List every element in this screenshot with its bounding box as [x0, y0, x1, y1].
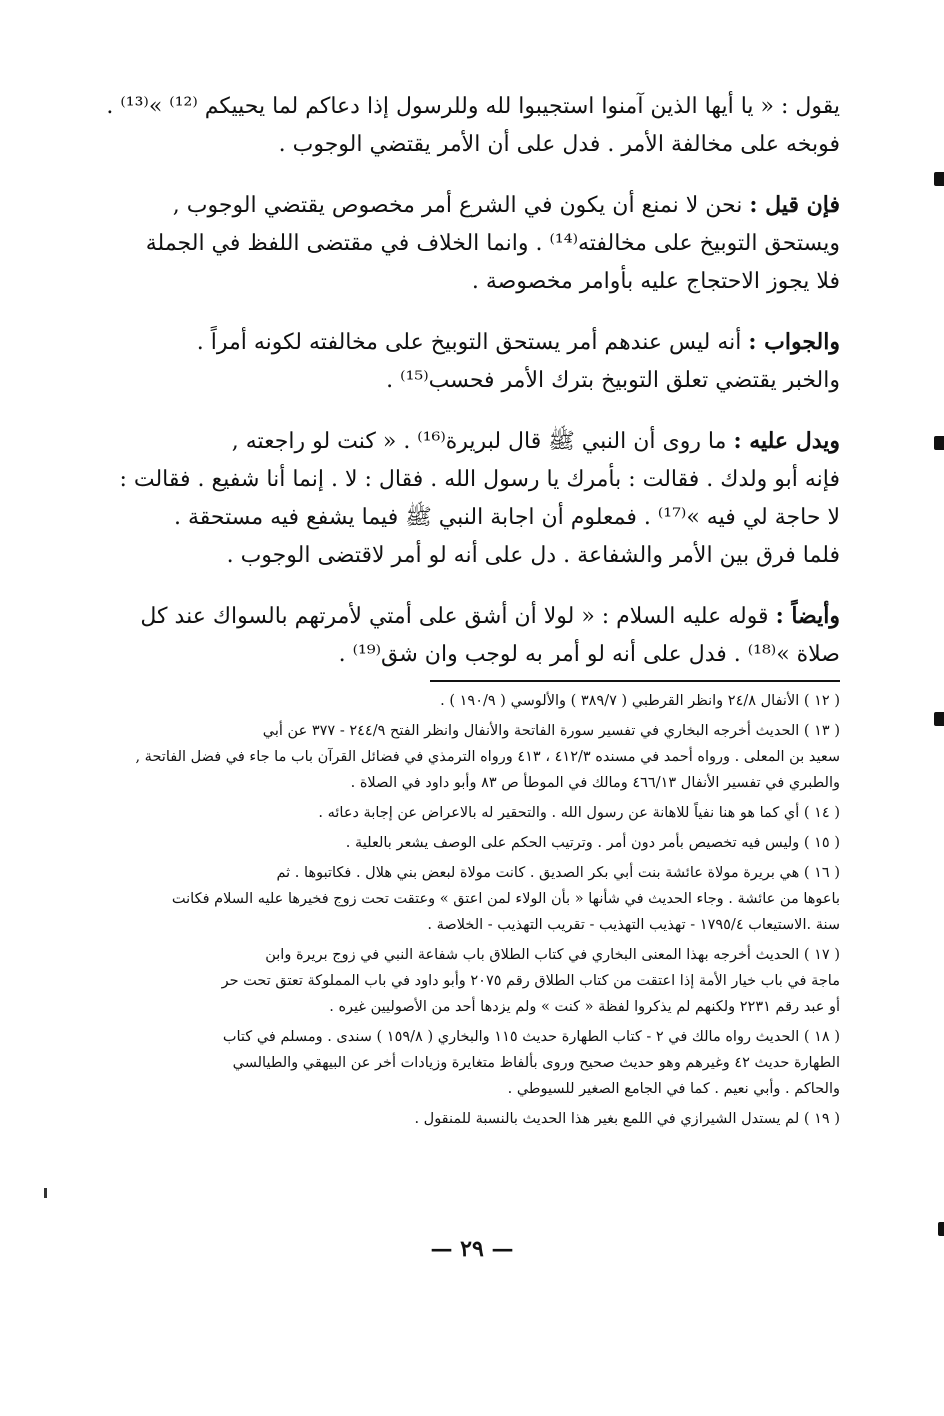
scan-edge-mark	[938, 1222, 944, 1236]
footnotes	[120, 688, 840, 1132]
scan-speck	[44, 1188, 47, 1198]
scan-edge-mark	[934, 436, 944, 450]
text-line	[120, 323, 840, 362]
footnote-12	[120, 688, 840, 714]
text-line	[120, 597, 840, 636]
page-number: — ٢٩ —	[430, 1236, 514, 1262]
paragraph-objection	[120, 186, 840, 301]
footnote-line: ماجة في باب خيار الأمة إذا اعتقت من كتاب الطلاق رقم ٢٠٧٥ وأبو داود في باب المملوكة تعتق تحت حر	[221, 973, 840, 989]
footnote-line: أو عبد رقم ٢٢٣١ ولكنهم لم يذكروا لفظة « كنت » ولم يزدها أحد من الأصوليين غيره .	[329, 999, 840, 1015]
text-line: فلا يجوز الاحتجاج عليه بأوامر مخصوصة .	[471, 269, 840, 294]
footnote-line: ( ١٥ ) وليس فيه تخصيص بأمر دون أمر . وترتيب الحكم على الوصف يشعر بالعلية .	[345, 835, 840, 851]
footnote-line: باعوها من عائشة . وجاء الحديث في شأنها « بأن الولاء لمن اعتق » وعتقت تحت زوج فخيرها عليه السلام فكانت	[171, 891, 840, 907]
footnote-15	[120, 830, 840, 856]
text-line-content: ما روى أن النبي ﷺ قال لبريرة⁽¹⁶⁾ . « كنت لو راجعته ,	[231, 429, 727, 454]
footnote-line: الطهارة حديث ٤٢ وغيرهم وهو حديث صحيح وروى بألفاظ متغايرة وزيادات أخر عن البيهقي والطيالسي	[232, 1055, 840, 1071]
text-line-content: قوله عليه السلام : « لولا أن أشق على أمتي لأمرتهم بالسواك عند كل	[140, 604, 769, 629]
footnote-17	[120, 942, 840, 1020]
paragraph-lead: فإن قيل :	[749, 192, 840, 218]
text-line	[120, 422, 840, 461]
text-line: صلاة »⁽¹⁸⁾ . فدل على أنه لو أمر به لوجب وان شق⁽¹⁹⁾ .	[338, 642, 840, 667]
paragraph-lead: والجواب :	[748, 329, 840, 355]
text-line: فوبخه على مخالفة الأمر . فدل على أن الأمر يقتضي الوجوب .	[278, 132, 840, 157]
footnote-16	[120, 860, 840, 938]
text-line: لا حاجة لي فيه »⁽¹⁷⁾ . فمعلوم أن اجابة النبي ﷺ فيما يشفع فيه مستحقة .	[173, 505, 840, 530]
footnote-line: ( ١٢ ) الأنفال ٢٤/٨ وانظر القرطبي ( ٣٨٩/٧ ) والألوسي ( ١٩٠/٩ ) .	[440, 693, 840, 709]
footnote-line: والطبري في تفسير الأنفال ٤٦٦/١٣ ومالك في الموطأ ص ٨٣ وأبو داود في الصلاة .	[350, 775, 840, 791]
footnote-line: والحاكم . وأبي نعيم . كما في الجامع الصغير للسيوطي .	[507, 1081, 840, 1097]
footnote-separator	[430, 680, 840, 682]
text-line: فلما فرق بين الأمر والشفاعة . دل على أنه لو أمر لاقتضى الوجوب .	[226, 543, 840, 568]
footnote-line: ( ١٣ ) الحديث أخرجه البخاري في تفسير سورة الفاتحة والأنفال وانظر الفتح ٢٤٤/٩ - ٣٧٧ عن أبي	[262, 723, 840, 739]
paragraph-verse	[106, 88, 840, 164]
text-line-content: نحن لا نمنع أن يكون في الشرع أمر مخصوص يقتضي الوجوب ,	[172, 193, 743, 218]
text-line: يقول : « يا أيها الذين آمنوا استجيبوا لله وللرسول إذا دعاكم لما يحييكم ⁽¹²⁾ »⁽¹³⁾ .	[106, 94, 840, 119]
text-line: فإنه أبو ولدك . فقالت : بأمرك يا رسول الله . فقال : لا . إنما أنا شفيع . فقالت :	[119, 467, 840, 492]
paragraph-evidence	[120, 422, 840, 575]
page-body	[106, 88, 840, 1136]
paragraph-also	[120, 597, 840, 674]
scan-edge-mark	[934, 172, 944, 186]
footnote-18	[120, 1024, 840, 1102]
footnote-line: سعيد بن المعلى . ورواه أحمد في مسنده ٤١٢/٣ ، ٤١٣ ورواه الترمذي في فضائل القرآن باب ما جاء في فضل الفاتحة ,	[135, 749, 840, 765]
footnote-line: ( ١٤ ) أي كما هو هنا نفياً للاهانة عن رسول الله . والتحقير له بالاعراض عن إجابة دعائه .	[318, 805, 840, 821]
footnote-19	[120, 1106, 840, 1132]
footnote-line: ( ١٧ ) الحديث أخرجه بهذا المعنى البخاري في كتاب الطلاق باب شفاعة النبي في زوج بريرة وابن	[265, 947, 840, 963]
paragraph-answer	[120, 323, 840, 400]
text-line	[120, 186, 840, 225]
paragraph-lead: ويدل عليه :	[733, 428, 840, 454]
footnote-14	[120, 800, 840, 826]
footnote-line: ( ١٨ ) الحديث رواه مالك في ٢ - كتاب الطهارة حديث ١١٥ والبخاري ( ١٥٩/٨ ) سندى . ومسلم في كتاب	[222, 1029, 840, 1045]
footnote-line: سنة .الاستيعاب ١٧٩٥/٤ - تهذيب التهذيب - تقريب التهذيب - الخلاصة .	[427, 917, 840, 933]
footnote-13	[120, 718, 840, 796]
footnote-line: ( ١٦ ) هي بريرة مولاة عائشة بنت أبي بكر الصديق . كانت مولاة لبعض بني هلال . فكاتبوها . ثم	[276, 865, 840, 881]
text-line: ويستحق التوبيخ على مخالفته⁽¹⁴⁾ . وانما الخلاف في مقتضى اللفظ في الجملة	[145, 231, 840, 256]
text-line: والخبر يقتضي تعلق التوبيخ بترك الأمر فحسب⁽¹⁵⁾ .	[386, 368, 840, 393]
footnote-line: ( ١٩ ) لم يستدل الشيرازي في اللمع بغير هذا الحديث بالنسبة للمنقول .	[414, 1111, 840, 1127]
paragraph-lead: وأيضاً :	[775, 603, 840, 629]
text-line-content: أنه ليس عندهم أمر يستحق التوبيخ على مخالفته لكونه أمراً .	[196, 330, 742, 355]
scan-edge-mark	[934, 712, 944, 726]
